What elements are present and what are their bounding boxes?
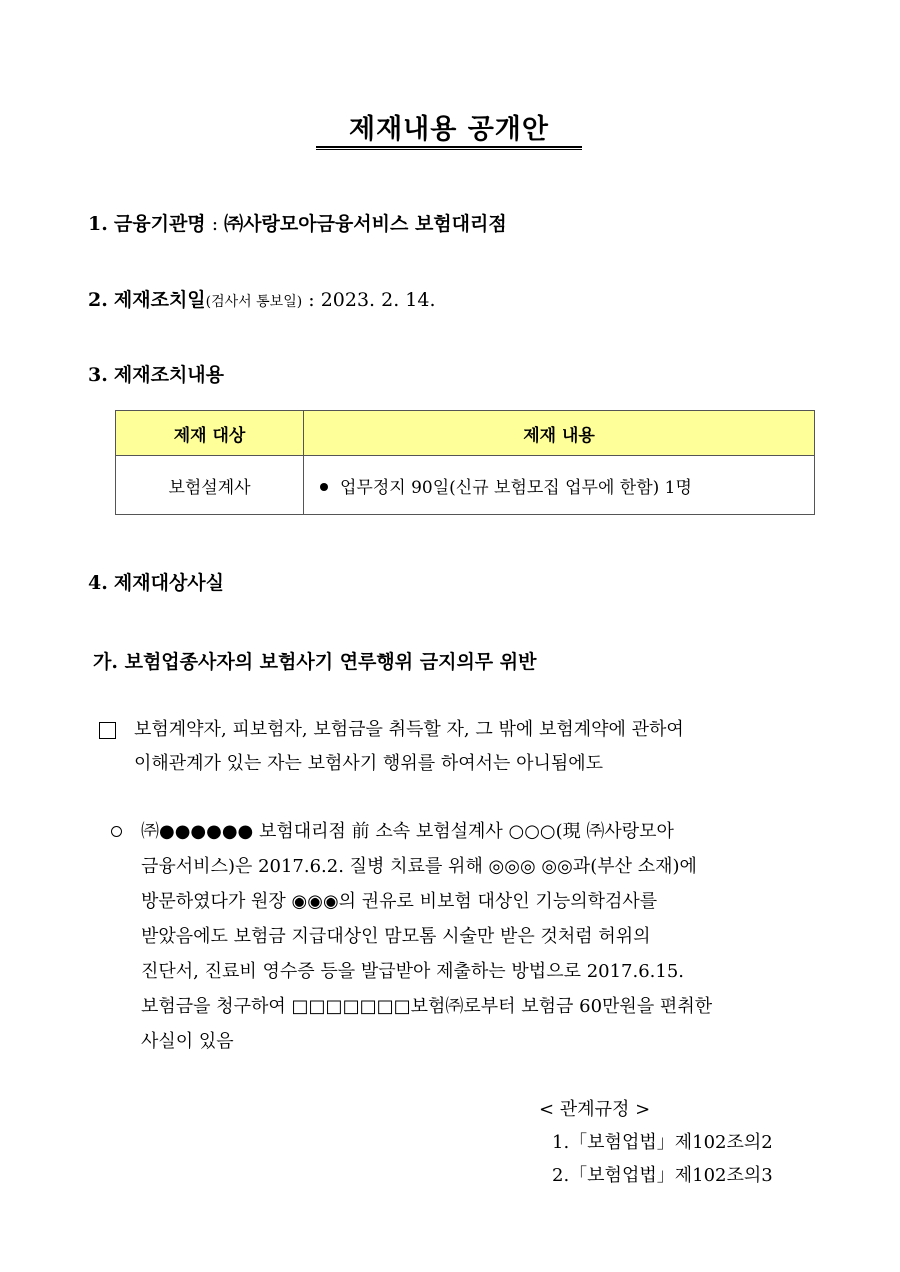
separator: : (205, 213, 225, 235)
section-note: (검사서 통보일) (205, 294, 303, 310)
institution-name: ㈜사랑모아금융서비스 보험대리점 (224, 213, 507, 235)
box-paragraph-line: 보험계약자, 피보험자, 보험금을 취득할 자, 그 밖에 보험계약에 관하여 (134, 719, 684, 740)
separator: : (302, 289, 321, 311)
circle-paragraph-line: 보험금을 청구하여 □□□□□□□보험㈜로부터 보험금 60만원을 편취한 (141, 996, 713, 1017)
section-number: 2. (88, 289, 108, 311)
circle-paragraph-line: 금융서비스)은 2017.6.2. 질병 치료를 위해 ◎◎◎ ◎◎과(부산 소재)에 (141, 856, 697, 877)
section-number: 4. (88, 572, 108, 594)
section-label: 금융기관명 (113, 213, 206, 235)
bullet-icon (320, 483, 328, 491)
section-label: 제재조치일 (113, 289, 206, 311)
circle-paragraph-line: ㈜●●●●●● 보험대리점 前 소속 보험설계사 ○○○(現 ㈜사랑모아 (141, 821, 674, 842)
sanction-date: 2023. 2. 14. (320, 289, 436, 311)
subsection-title: 가. 보험업종사자의 보험사기 연루행위 금지의무 위반 (93, 651, 537, 673)
section-facts (88, 570, 224, 596)
circle-paragraph-line: 방문하였다가 원장 ◉◉◉의 권유로 비보험 대상인 기능의학검사를 (141, 891, 658, 912)
circle-paragraph-line: 받았음에도 보험금 지급대상인 맘모톰 시술만 받은 것처럼 허위의 (141, 926, 651, 947)
box-paragraph-line: 이해관계가 있는 자는 보험사기 행위를 하여서는 아니됨에도 (134, 753, 604, 774)
header-target: 제재 대상 (116, 411, 304, 456)
section-label: 제재대상사실 (113, 572, 225, 594)
sanction-table (115, 410, 815, 515)
page-title: 제재내용 공개안 (349, 114, 549, 145)
header-content: 제재 내용 (304, 411, 815, 456)
content-text: 업무정지 90일(신규 보험모집 업무에 한함) 1명 (340, 477, 692, 498)
section-sanction-content (88, 362, 224, 388)
cell-content (304, 456, 815, 515)
circle-bullet-icon (111, 826, 122, 837)
section-sanction-date (88, 287, 436, 315)
table-header-row (116, 411, 815, 456)
circle-paragraph-line: 사실이 있음 (141, 1031, 234, 1052)
circle-paragraph-line: 진단서, 진료비 영수증 등을 발급받아 제출하는 방법으로 2017.6.15. (141, 961, 685, 982)
table-row (116, 456, 815, 515)
title-underline (316, 146, 582, 150)
cell-target: 보험설계사 (116, 456, 304, 515)
regulation-item: 2.「보험업법」제102조의3 (552, 1165, 773, 1186)
regulation-item: 1.「보험업법」제102조의2 (552, 1132, 773, 1153)
section-number: 1. (88, 213, 108, 235)
regulations-heading: < 관계규정 > (539, 1099, 651, 1120)
section-institution (88, 211, 507, 237)
section-label: 제재조치내용 (113, 364, 225, 386)
square-bullet-icon (99, 722, 116, 739)
section-number: 3. (88, 364, 108, 386)
